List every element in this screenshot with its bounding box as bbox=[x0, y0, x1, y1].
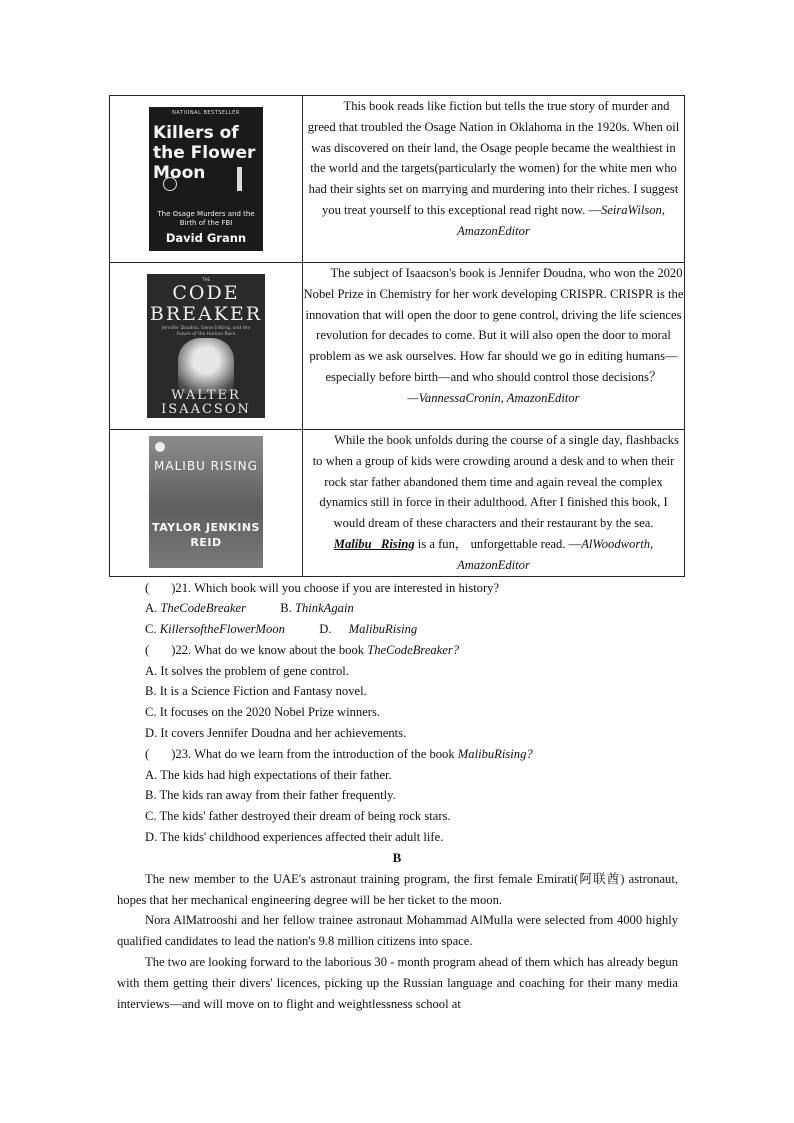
question-22-option-c: C. It focuses on the 2020 Nobel Prize winners. bbox=[145, 705, 381, 719]
question-23-option-b: B. The kids ran away from their father frequently. bbox=[145, 788, 396, 802]
cover-cell bbox=[110, 263, 303, 430]
review-cell bbox=[303, 263, 685, 430]
cover-badge-icon bbox=[155, 442, 165, 452]
cover-top-line: NATIONAL BESTSELLER bbox=[172, 110, 240, 116]
cover-cell bbox=[110, 430, 303, 577]
question-22-option-b: B. It is a Science Fiction and Fantasy novel. bbox=[145, 684, 367, 698]
cover-cell bbox=[110, 96, 303, 263]
book-cover-killers-of-the-flower-moon bbox=[149, 107, 263, 251]
book-row-killers bbox=[110, 96, 685, 263]
cover-subtitle: Jennifer Doudna, Gene Editing, and the Future of the Human Race bbox=[161, 326, 251, 337]
question-23-option-c: C. The kids' father destroyed their dream of being rock stars. bbox=[145, 809, 451, 823]
option-text: MalibuRising bbox=[348, 622, 418, 636]
option-label: C. bbox=[145, 622, 160, 636]
reviewer-signature: —VannessaCronin, AmazonEditor bbox=[407, 390, 580, 405]
book-cover-the-code-breaker bbox=[147, 274, 265, 418]
question-22-option-d: D. It covers Jennifer Doudna and her achievements. bbox=[145, 726, 407, 740]
passage-paragraph: The two are looking forward to the laborious 30 - month program ahead of them which has already begun with them getting their divers' licences, picking up the Russian language and coaching for their many media interviews—and will move on to flight and weightlessness school at bbox=[117, 955, 678, 1011]
book-row-malibu-rising bbox=[110, 430, 685, 577]
passage-paragraph: Nora AlMatrooshi and her fellow trainee astronaut Mohammad AlMulla were selected from 4000 highly qualified candidates to lead the nation's 9.8 million citizens into space. bbox=[117, 913, 678, 948]
passage-paragraph: The new member to the UAE's astronaut training program, the first female Emirati(阿联酋) astronaut, hopes that her mechanical engineering degree will be her ticket to the moon. bbox=[117, 872, 678, 907]
book-review-table bbox=[109, 95, 685, 577]
question-21-stem: ( )21. Which book will you choose if you are interested in history? bbox=[145, 581, 500, 595]
question-21-options-row1 bbox=[145, 598, 354, 618]
cover-author: David Grann bbox=[165, 231, 247, 245]
review-text-end: is a fun， unforgettable read. — bbox=[414, 536, 582, 551]
cover-title: CODE BREAKER bbox=[149, 282, 263, 325]
option-label: D. bbox=[319, 622, 335, 636]
question-21-options-row2 bbox=[145, 619, 417, 639]
question-23-option-d: D. The kids' childhood experiences affected their adult life. bbox=[145, 830, 444, 844]
question-22-option-a: A. It solves the problem of gene control. bbox=[145, 664, 349, 678]
book-cover-malibu-rising bbox=[149, 436, 263, 568]
option-text: KillersoftheFlowerMoon bbox=[159, 622, 285, 636]
book-row-code-breaker bbox=[110, 263, 685, 430]
review-text: The subject of Isaacson's book is Jennifer Doudna, who won the 2020 Nobel Prize in Chemistry for her work developing CRISPR. CRISPR is the innovation that will open the door to gene control, driving the life sciences revolution for decades to come. But it will also open the door to moral problem as we ask ourselves. How far should we go in editing humans—especially before birth—and who should control those decisions？ bbox=[303, 266, 684, 384]
cover-title: MALIBU RISING bbox=[154, 459, 258, 473]
cover-oil-derrick-icon bbox=[237, 167, 242, 191]
review-text: This book reads like fiction but tells the true story of murder and greed that troubled the Osage Nation in Oklahoma in the 1920s. When oil was discovered on their land, the Osage people became the wealthiest in the world and the targets(particularly the women) for the white men who had their sights set on marrying and murdering into their riches. I suggest you treat yourself to this exceptional read right now. — bbox=[307, 99, 680, 217]
review-cell bbox=[303, 96, 685, 263]
cover-portrait-image bbox=[178, 338, 234, 394]
option-label: B. bbox=[280, 601, 295, 615]
cover-emblem-icon bbox=[163, 177, 177, 191]
cover-title: Killers of the Flower Moon bbox=[153, 123, 256, 183]
question-23-stem: ( )23. What do we learn from the introduction of the book MalibuRising? bbox=[145, 747, 533, 761]
option-text: ThinkAgain bbox=[295, 601, 354, 615]
reviewer-signature: SeiraWilson, AmazonEditor bbox=[457, 202, 665, 238]
reviewer-signature: AlWoodworth, AmazonEditor bbox=[457, 536, 654, 572]
option-label: A. bbox=[145, 601, 161, 615]
cover-author: WALTER ISAACSON bbox=[161, 388, 251, 417]
cover-top-line: THE bbox=[202, 277, 210, 282]
question-22-stem: ( )22. What do we know about the book TheCodeBreaker? bbox=[145, 643, 460, 657]
review-text: While the book unfolds during the course of a single day, flashbacks to when a group of kids were crowding around a desk and to when their rock star father abandoned them time and again reveal the complex dynamics still in force in their adulthood. After I finished this book, I would dream of these characters and their restaurant by the sea. bbox=[312, 433, 679, 531]
section-heading: B bbox=[392, 850, 402, 865]
cover-subtitle: The Osage Murders and the Birth of the FBI bbox=[157, 210, 255, 227]
review-book-title: Malibu Rising bbox=[333, 536, 415, 551]
option-text: TheCodeBreaker bbox=[160, 601, 246, 615]
cover-author: TAYLOR JENKINS REID bbox=[152, 521, 260, 549]
question-23-option-a: A. The kids had high expectations of their father. bbox=[145, 768, 392, 782]
review-cell bbox=[303, 430, 685, 577]
